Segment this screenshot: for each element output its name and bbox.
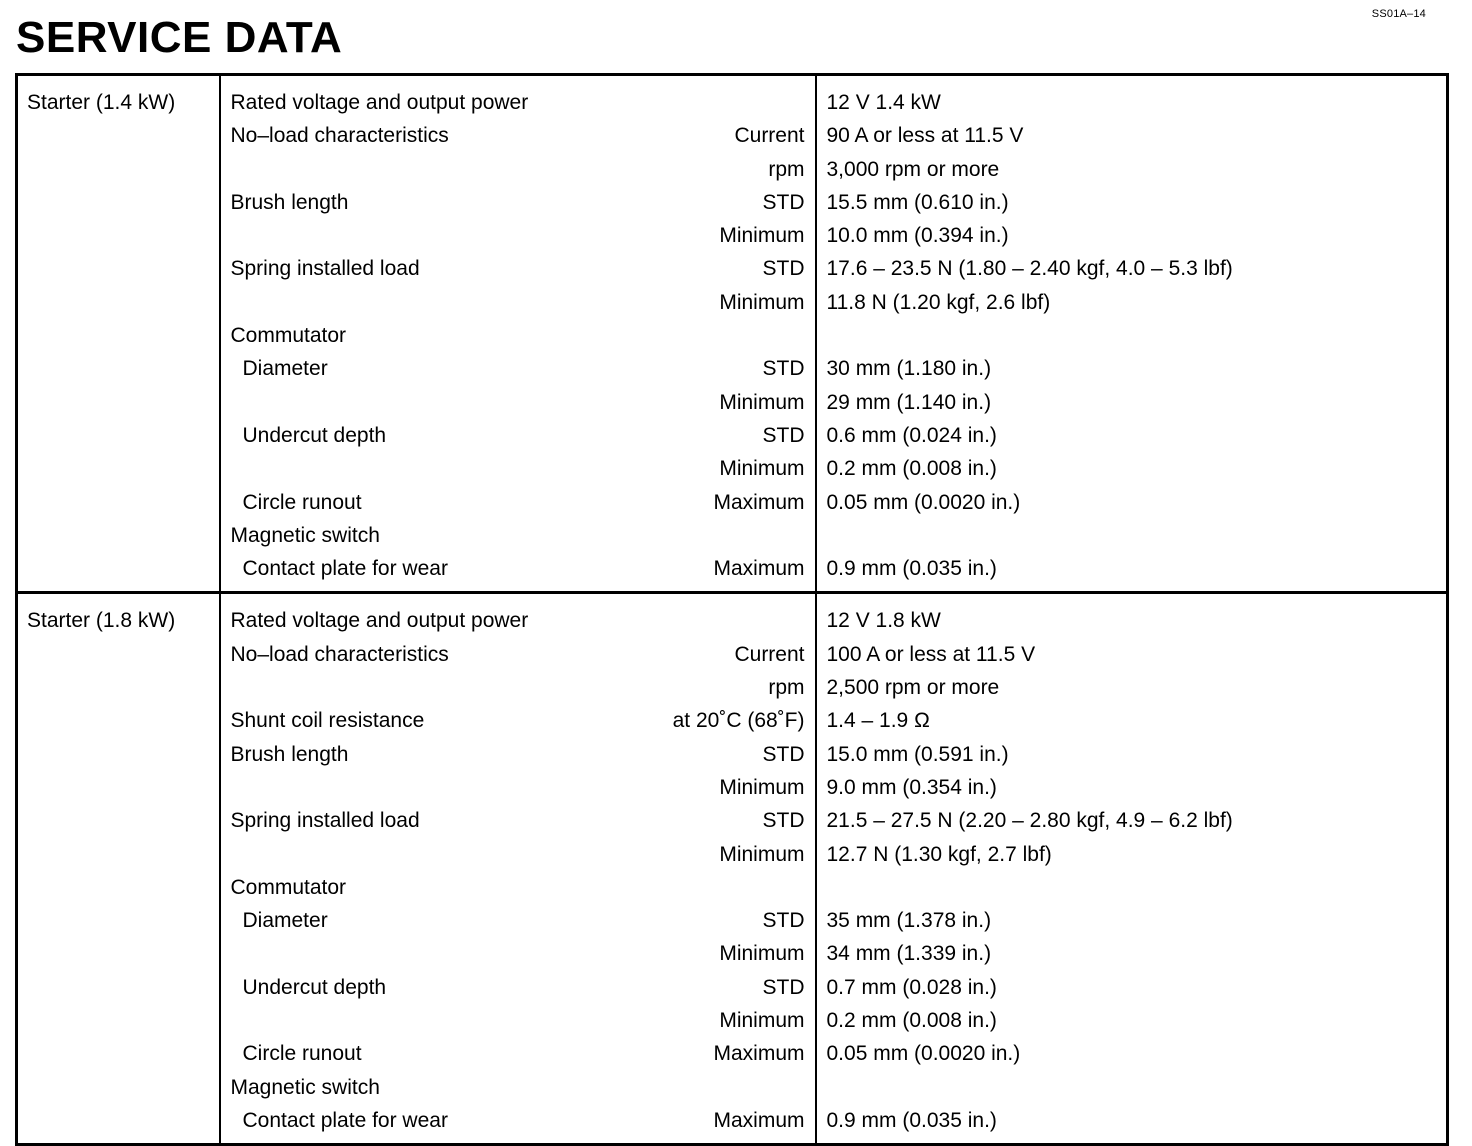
table-row (17, 671, 1448, 704)
spec-item: Commutator (230, 324, 347, 348)
spec-item: Diameter (242, 357, 328, 381)
table-row (17, 738, 1448, 771)
spec-value: 12 V 1.4 kW (826, 91, 941, 114)
table-row (17, 971, 1448, 1004)
page-code: SS01A–14 (1371, 8, 1426, 20)
spec-item (220, 219, 620, 252)
spec-condition: STD (620, 352, 816, 385)
spec-item (220, 771, 620, 804)
spec-condition: STD (620, 804, 816, 837)
spec-value: 0.6 mm (0.024 in.) (826, 423, 997, 447)
spec-condition: STD (620, 971, 816, 1004)
table-row (17, 386, 1448, 419)
spec-value: 21.5 – 27.5 N (2.20 – 2.80 kgf, 4.9 – 6.2 lbf) (826, 809, 1233, 833)
spec-item: Undercut depth (242, 975, 387, 999)
spec-value: 35 mm (1.378 in.) (826, 909, 992, 933)
spec-item: Magnetic switch (230, 523, 380, 547)
spec-condition: Current (620, 119, 816, 152)
spec-value: 0.2 mm (0.008 in.) (826, 1009, 997, 1033)
spec-item: Circle runout (242, 490, 362, 514)
component-name: Starter (1.4 kW) (17, 75, 220, 593)
table-row (17, 352, 1448, 385)
spec-value (816, 1071, 1448, 1104)
table-row (17, 904, 1448, 937)
spec-condition (620, 1071, 816, 1104)
spec-item: Diameter (242, 909, 328, 933)
spec-condition: Minimum (620, 219, 816, 252)
component-name: Starter (1.8 kW) (17, 593, 220, 1145)
spec-condition: at 20˚C (68˚F) (620, 704, 816, 737)
spec-item: Shunt coil resistance (230, 709, 425, 733)
table-row (17, 552, 1448, 593)
spec-condition: Minimum (620, 771, 816, 804)
spec-condition: Minimum (620, 286, 816, 319)
spec-condition (620, 593, 816, 638)
spec-value: 0.9 mm (0.035 in.) (826, 1108, 997, 1132)
table-row (17, 419, 1448, 452)
spec-value: 15.0 mm (0.591 in.) (826, 742, 1009, 766)
spec-condition: Maximum (620, 1037, 816, 1070)
table-row (17, 75, 1448, 120)
table-row (17, 1104, 1448, 1145)
spec-item (220, 286, 620, 319)
spec-condition: Current (620, 638, 816, 671)
service-data-table (15, 73, 1449, 1146)
spec-value: 17.6 – 23.5 N (1.80 – 2.40 kgf, 4.0 – 5.3 lbf) (826, 257, 1233, 281)
spec-value: 90 A or less at 11.5 V (826, 124, 1024, 148)
spec-condition: Maximum (620, 486, 816, 519)
spec-condition: Minimum (620, 937, 816, 970)
spec-item: Contact plate for wear (242, 557, 448, 581)
table-row (17, 1004, 1448, 1037)
spec-value: 0.05 mm (0.0020 in.) (826, 490, 1021, 514)
spec-value: 12 V 1.8 kW (826, 609, 941, 633)
spec-condition: STD (620, 186, 816, 219)
spec-value: 1.4 – 1.9 Ω (826, 709, 930, 733)
spec-item (220, 838, 620, 871)
spec-item (220, 153, 620, 186)
spec-condition: STD (620, 419, 816, 452)
table-row (17, 937, 1448, 970)
table-row (17, 486, 1448, 519)
spec-condition: Minimum (620, 386, 816, 419)
spec-condition: Minimum (620, 838, 816, 871)
spec-item: Brush length (230, 742, 349, 766)
table-row (17, 838, 1448, 871)
table-row (17, 593, 1448, 638)
table-row (17, 1037, 1448, 1070)
spec-item: Undercut depth (242, 423, 387, 447)
table-row (17, 252, 1448, 285)
spec-value: 15.5 mm (0.610 in.) (826, 190, 1009, 214)
table-row (17, 871, 1448, 904)
spec-item: Commutator (230, 875, 347, 899)
table-row (17, 638, 1448, 671)
table-row (17, 319, 1448, 352)
spec-condition: Minimum (620, 1004, 816, 1037)
spec-item: Circle runout (242, 1042, 362, 1066)
spec-section (17, 75, 1448, 593)
spec-condition: Minimum (620, 452, 816, 485)
spec-condition: rpm (620, 153, 816, 186)
table-row (17, 804, 1448, 837)
table-row (17, 286, 1448, 319)
spec-value (816, 519, 1448, 552)
spec-value: 2,500 rpm or more (826, 676, 1000, 700)
table-row (17, 704, 1448, 737)
spec-value: 3,000 rpm or more (826, 157, 1000, 181)
spec-item (220, 386, 620, 419)
spec-section (17, 593, 1448, 1145)
spec-value: 34 mm (1.339 in.) (826, 942, 992, 966)
spec-condition: rpm (620, 671, 816, 704)
spec-condition: Maximum (620, 552, 816, 593)
spec-item: No–load characteristics (230, 124, 449, 148)
spec-item: Spring installed load (230, 257, 420, 281)
spec-item: Rated voltage and output power (230, 91, 529, 114)
spec-value (816, 319, 1448, 352)
table-row (17, 771, 1448, 804)
table-row (17, 153, 1448, 186)
spec-value: 29 mm (1.140 in.) (826, 390, 992, 414)
spec-value: 11.8 N (1.20 kgf, 2.6 lbf) (826, 290, 1051, 314)
spec-item (220, 671, 620, 704)
spec-item (220, 452, 620, 485)
spec-condition: Maximum (620, 1104, 816, 1145)
spec-value: 12.7 N (1.30 kgf, 2.7 lbf) (826, 842, 1052, 866)
spec-item: Contact plate for wear (242, 1108, 448, 1132)
table-row (17, 119, 1448, 152)
spec-condition: STD (620, 904, 816, 937)
spec-item: No–load characteristics (230, 642, 449, 666)
spec-condition: STD (620, 252, 816, 285)
spec-condition (620, 75, 816, 120)
table-row (17, 219, 1448, 252)
spec-condition: STD (620, 738, 816, 771)
table-row (17, 452, 1448, 485)
spec-value: 30 mm (1.180 in.) (826, 357, 992, 381)
spec-value: 0.9 mm (0.035 in.) (826, 557, 997, 581)
spec-item: Magnetic switch (230, 1075, 380, 1099)
spec-item (220, 937, 620, 970)
spec-item: Rated voltage and output power (230, 609, 529, 633)
spec-condition (620, 519, 816, 552)
spec-item: Spring installed load (230, 809, 420, 833)
spec-value: 9.0 mm (0.354 in.) (826, 775, 997, 799)
page-title: SERVICE DATA (16, 13, 343, 62)
spec-value: 0.2 mm (0.008 in.) (826, 457, 997, 481)
spec-value: 0.05 mm (0.0020 in.) (826, 1042, 1021, 1066)
spec-value: 100 A or less at 11.5 V (826, 642, 1036, 666)
spec-value: 0.7 mm (0.028 in.) (826, 975, 997, 999)
spec-condition (620, 871, 816, 904)
spec-item: Brush length (230, 190, 349, 214)
table-row (17, 1071, 1448, 1104)
table-row (17, 186, 1448, 219)
spec-value (816, 871, 1448, 904)
spec-value: 10.0 mm (0.394 in.) (826, 224, 1009, 248)
spec-item (220, 1004, 620, 1037)
table-row (17, 519, 1448, 552)
spec-condition (620, 319, 816, 352)
